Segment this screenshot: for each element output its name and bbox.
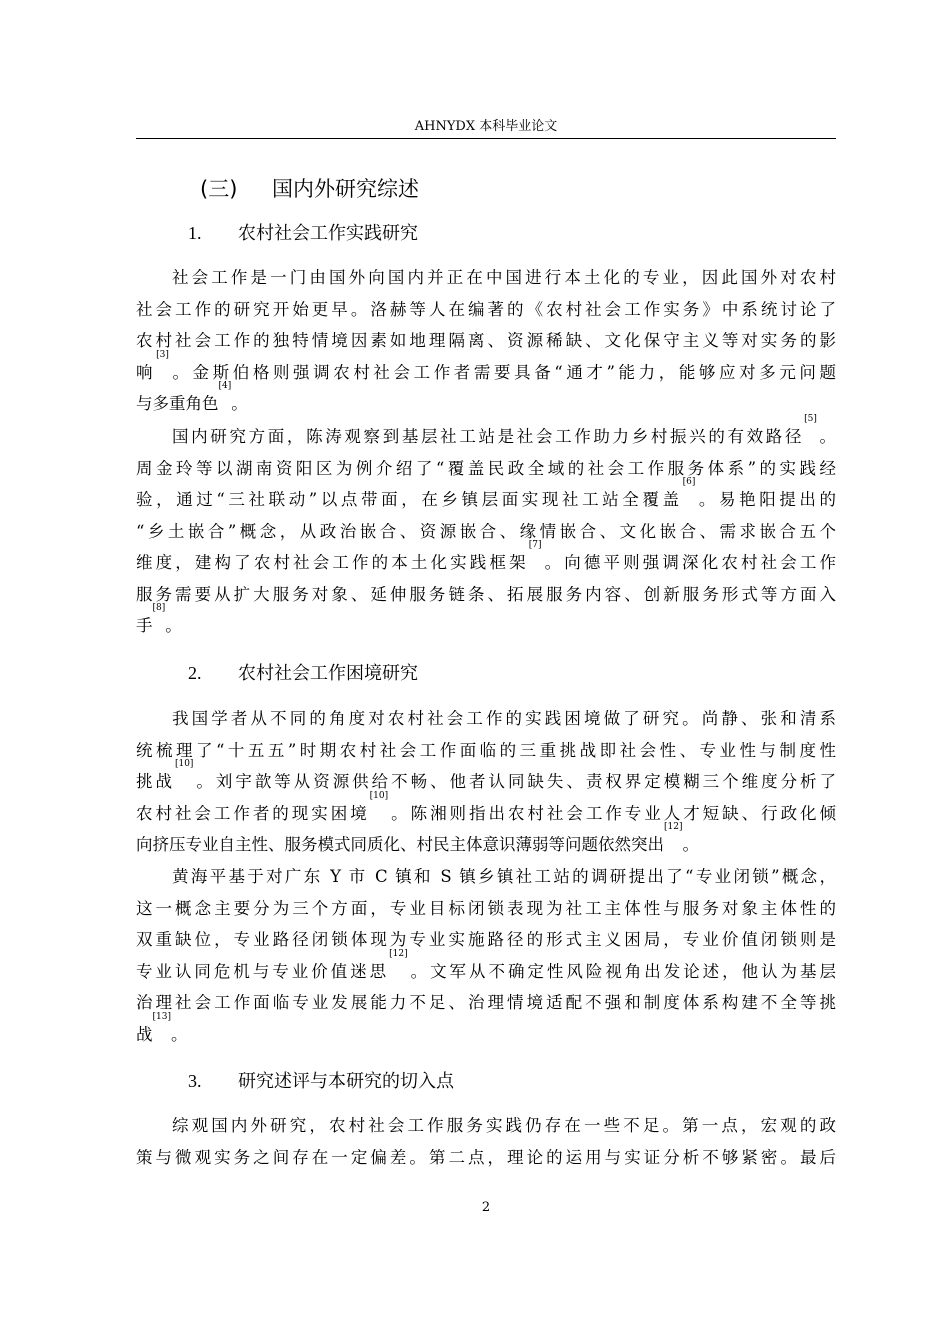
text-line [136,349,837,389]
citation-marker: [6] [682,477,696,487]
subsection-heading-2 [188,661,418,686]
citation-marker: [13] [152,1011,171,1022]
text-run: 响 [136,362,157,382]
text-run: 战 [136,1024,153,1044]
text-run: 与多重角色 [136,394,219,413]
text-run: 国内研究方面，陈涛观察到基层社工站是社会工作助力乡村振兴的有效路径 [172,427,805,446]
citation-marker: [4] [218,381,232,391]
text-line [136,603,836,642]
section-heading [200,176,419,202]
subsection-title: 研究述评与本研究的切入点 [238,1071,454,1092]
text-run: 。 [816,427,837,446]
text-run: 。陈湘则指出农村社会工作专业人才短缺、行政化倾 [388,803,837,823]
page-number: 2 [481,1200,491,1215]
text-line [136,477,837,516]
paragraph-2 [136,414,837,642]
citation-marker: [5] [804,414,817,424]
paragraph-3 [136,703,836,861]
text-run: 。文军从不确定性风险视角出发论述，他认为基层 [407,961,837,981]
citation-marker: [10] [369,790,389,801]
text-run: 挑战 [136,772,175,791]
text-run: 。向德平则强调深化农村社会工作 [541,553,837,572]
text-line: 统梳理了“十五五”时期农村社会工作面临的三重挑战即社会性、专业性与制度性 [136,740,836,760]
text-line: 策与微观实务之间存在一定偏差。第二点，理论的运用与实证分析不够紧密。最后 [136,1147,836,1167]
text-line [136,822,836,861]
citation-marker: [12] [664,822,683,832]
text-run: 。 [231,394,248,413]
text-line: 综观国内外研究，农村社会工作服务实践仍存在一些不足。第一点，宏观的政 [172,1116,836,1135]
text-run: 。 [682,835,699,854]
text-line: 社会工作是一门由国外向国内并正在中国进行本土化的专业，因此国外对农村 [172,268,836,287]
text-line: 服务需要从扩大服务对象、延伸服务链条、拓展服务内容、创新服务形式等方面入 [136,584,836,604]
text-run: 。刘宇歆等从资源供给不畅、他者认同缺失、责权界定模糊三个维度分析了 [193,772,837,791]
subsection-title: 农村社会工作实践研究 [238,223,418,244]
text-run: 农村社会工作者的现实困境 [136,803,370,823]
citation-marker: [8] [152,603,166,613]
text-line [136,381,836,420]
subsection-heading-3 [188,1069,454,1094]
section-title: 国内外研究综述 [272,177,419,201]
text-line: 治理社会工作面临专业发展能力不足、治理情境适配不强和制度体系构建不全等挑 [136,993,836,1012]
subsection-number: 3. [188,1071,202,1091]
text-line: 社会工作的研究开始更早。洛赫等人在编著的《农村社会工作实务》中系统讨论了 [136,299,836,319]
text-run: 。 [165,616,182,635]
citation-marker: [7] [528,540,542,550]
text-run: 。易艳阳提出的 [695,490,837,509]
text-line [136,790,837,830]
paragraph-1 [136,262,836,420]
text-run: 。 [170,1024,188,1044]
subsection-heading-1 [188,221,418,246]
text-run: 向挤压专业自主性、服务模式同质化、村民主体意识薄弱等问题依然突出 [136,835,664,854]
text-line: 黄海平基于对广东 Y 市 C 镇和 S 镇乡镇社工站的调研提出了“专业闭锁”概念， [172,867,836,886]
paragraph-5 [136,1110,836,1173]
citation-marker: [12] [389,948,408,959]
text-run: 手 [136,616,153,635]
subsection-number: 2. [188,663,202,683]
text-line: “乡土嵌合”概念，从政治嵌合、资源嵌合、缘情嵌合、文化嵌合、需求嵌合五个 [136,521,836,541]
text-run: 维度，建构了农村社会工作的本土化实践框架 [136,553,529,572]
subsection-number: 1. [188,223,202,243]
citation-marker: [3] [156,349,169,360]
citation-marker: [10] [174,759,194,769]
text-line: 周金玲等以湖南资阳区为例介绍了“覆盖民政全域的社会工作服务体系”的实践经 [136,458,836,478]
text-line [136,759,837,798]
text-line: 双重缺位，专业路径闭锁体现为专业实施路径的形式主义困局，专业价值闭锁则是 [136,930,836,949]
running-header: AHNYDX 本科毕业论文 [414,119,558,134]
text-line: 我国学者从不同的角度对农村社会工作的实践困境做了研究。尚静、张和清系 [172,709,836,728]
text-run: 验，通过“三社联动”以点带面，在乡镇层面实现社工站全覆盖 [136,490,683,509]
text-line: 这一概念主要分为三个方面，专业目标闭锁表现为社工主体性与服务对象主体性的 [136,898,836,918]
text-line [136,948,837,988]
section-number: (三) [200,177,238,201]
text-run: 。金斯伯格则强调农村社会工作者需要具备“通才”能力，能够应对多元问题 [168,362,837,382]
text-line [136,414,837,453]
paragraph-4 [136,861,836,1050]
subsection-title: 农村社会工作困境研究 [238,663,418,684]
header-divider [136,138,836,139]
text-line [136,1011,836,1051]
text-line: 农村社会工作的独特情境因素如地理隔离、资源稀缺、文化保守主义等对实务的影 [136,331,836,350]
text-run: 专业认同危机与专业价值迷思 [136,961,390,981]
text-line [136,540,837,579]
